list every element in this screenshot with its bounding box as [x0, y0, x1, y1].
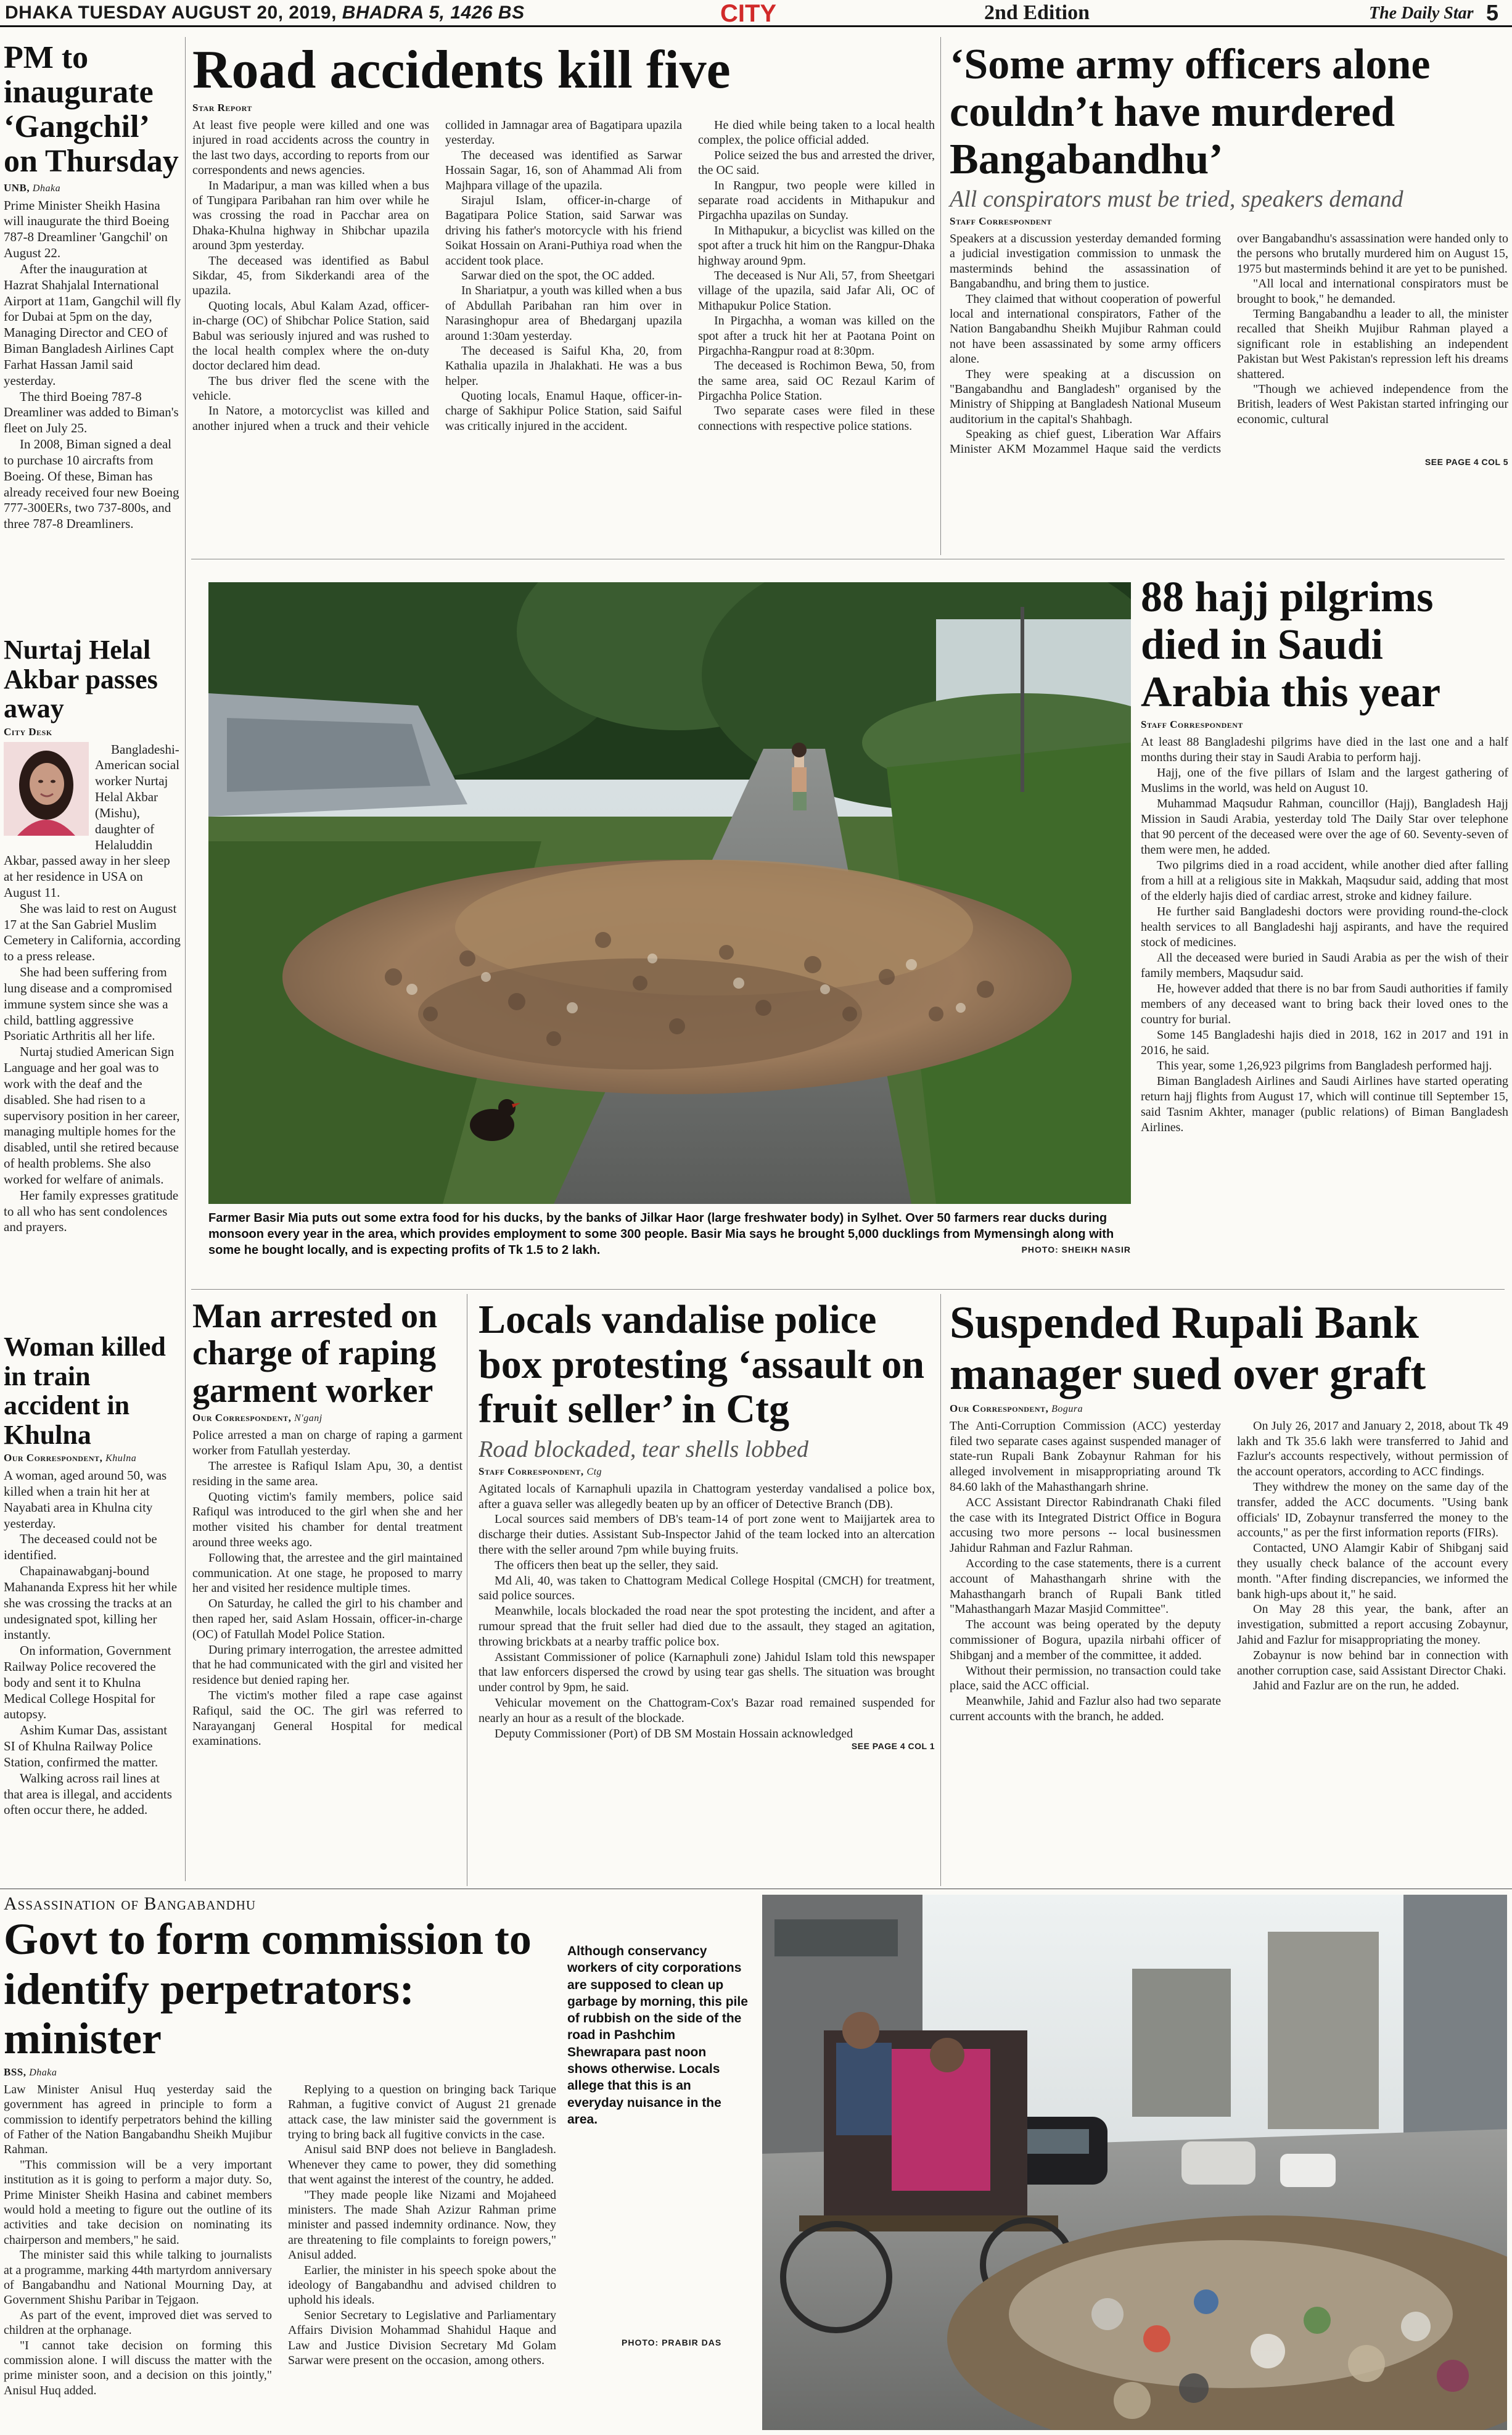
story-pm-gangchil — [4, 41, 181, 532]
story-road-accidents — [192, 41, 935, 434]
headline: ‘Some army officers alone couldn’t have murdered Bangabandhu’ — [950, 41, 1431, 183]
masthead — [0, 0, 1512, 27]
headline: Govt to form commission to identify perpetrators: minister — [4, 1914, 532, 2064]
story-body: A woman, aged around 50, was killed when a train hit her at Nayabati area in Khulna city yesterday. The deceased could not be identified. Chapainawabganj-bound Mahananda Express hit her while she was crossing the tracks at an undesignated spot, killing her instantly. On information, Government Railway Police recovered the body and sent it to Khulna Medical College Hospital for autopsy. Ashim Kumar Das, assistant SI of Khulna Railway Police Station, confirmed the matter. Walking across rail lines at that area is illegal, and accidents often occur there, he added. — [4, 1468, 178, 1818]
story-body: Agitated locals of Karnaphuli upazila in Chattogram yesterday vandalised a police box, after a guava seller was allegedly beaten up by an officer of Detective Branch (DB). Local sources said members of DB's team-14 of port zone went to Maijjartek area to discharge their duties. Assistant Sub-Inspector Jahid of the team locked into an altercation there with the seller around 7pm while buying fruits. The officers then beat up the seller, they said. Md Ali, 40, was taken to Chattogram Medical College Hospital (CMCH) for treatment, said police sources. Meanwhile, locals blockaded the road near the spot protesting the incident, and after a rumour spread that the fruit seller had died due to the assault, they staged an agitation, throwing brickbats at a nearby traffic police box. Assistant Commissioner of police (Karnaphuli zone) Jahidul Islam told this newspaper that law enforcers dispersed the crowd by using tear gas shells. The situation was brought under control by 9pm, he said. Vehicular movement on the Chattogram-Cox's Bazar road remained suspended for nearly an hour as a result of the blockade. Deputy Commissioner (Port) of DB SM Mostain Hossain acknowledged — [479, 1481, 935, 1741]
dateline: DHAKA TUESDAY AUGUST 20, 2019, BHADRA 5, 1426 BS — [5, 2, 525, 23]
byline: Staff Correspondent — [950, 215, 1052, 227]
photo-garbage-caption — [567, 1943, 750, 2128]
story-bangabandhu-conspirators — [950, 41, 1508, 467]
photo-ducks-caption — [208, 1210, 1131, 1255]
section-label: CITY — [720, 0, 777, 27]
headline: Nurtaj Helal Akbar passes away — [4, 635, 158, 724]
headline: 88 hajj pilgrims died in Saudi Arabia this year — [1141, 574, 1441, 716]
photo-credit: PHOTO: SHEIKH NASIR — [1021, 1245, 1131, 1255]
story-body: The Anti-Corruption Commission (ACC) yesterday filed two separate cases against suspended manager of state-run Rupali Bank Zobaynur Rahman for his alleged involvement in misappropriating around Tk 84.60 lakh of the Mahasthangarh shrine. ACC Assistant Director Rabindranath Chaki filed the case with its Integrated District Office in Bogura accusing two more persons -- local businessmen Jahidur Rahman and Fazlur Rahman. According to the case statements, there is a current account of Mahasthangarh shrine with the Mahasthangarh branch of Rupali Bank titled "Mahasthangarh Mazar Masjid Committee". The account was being operated by the deputy commissioner of Bogura, upazila nirbahi officer of Shibganj and a member of the committee, it added. Without their permission, no transaction could take place, said the ACC official. Meanwhile, Jahid and Fazlur also had two separate current accounts with the branch, he added. On July 26, 2017 and January 2, 2018, about Tk 49 lakh and Tk 35.6 lakh were transferred to Jahid and Fazlur's accounts respectively, without permission of the account operators, according to ACC findings. They withdrew the money on the same day of the transfer, added the ACC documents. "Using bank officials' ID, Zobaynur transferred the money to the accounts," as per the first information reports (FIRs). Contacted, UNO Alamgir Kabir of Shibganj said they usually check balance of the account every month. "After finding discrepancies, we informed the bank high-ups about it," he said. On May 28 this year, the bank, after an investigation, submitted a report accusing Zobaynur, Jahid and Fazlur for misappropriating the money. Zobaynur is now behind bar in connection with another corruption case, said Assistant Director Chaki. Jahid and Fazlur are on the run, he added. — [950, 1419, 1508, 1723]
story-body: Speakers at a discussion yesterday demanded forming a judicial investigation commission to unmask the masterminds behind the assassination of Bangabandhu, and bring them to justice. They claimed that without cooperation of powerful local and international conspirators, Father of the Nation Bangabandhu Sheikh Mujibur Rahman could not have been assassinated by some army officers alone. They were speaking at a discussion on "Bangabandhu and Bangladesh" organised by the Ministry of Shipping at Bangladesh National Museum auditorium in the capital's Shahbagh. Speaking as chief guest, Liberation War Affairs Minister AKM Mozammel Haque said the verdicts over Bangabandhu's assassination were handed only to the persons who brutally murdered him on August 15, 1975 but masterminds behind it are yet to be punished. "All local and international conspirators must be brought to book," he demanded. Terming Bangabandhu a leader to all, the minister recalled that Sheikh Mujibur Rahman played a significant role in establishing an independent Pakistan but West Pakistan's repression left his dreams shattered. "Though we achieved independence from the British, leaders of West Pakistan started infringing our economic, cultural — [950, 232, 1508, 456]
byline: BSS, Dhaka — [4, 2066, 57, 2078]
story-govt-commission — [4, 1893, 556, 2398]
byline: Star Report — [192, 102, 252, 114]
story-body: Law Minister Anisul Huq yesterday said the government has agreed in principle to form a commission to identify perpetrators behind the killing of Father of the Nation Bangabandhu Sheikh Mujibur Rahman. "This commission will be a very important institution as it is going to perform a major duty. So, Prime Minister Sheikh Hasina and cabinet members would hold a meeting to figure out the outline of its activities and take decision on nominating its chairperson and members," he said. The minister said this while talking to journalists at a programme, marking 44th martyrdom anniversary of Bangabandhu and National Mourning Day, at Government Shishu Paribar in Tejgaon. As part of the event, improved diet was served to children at the orphanage. "I cannot take decision on forming this commission alone. I will discuss the matter with the prime minister soon, and a decision on this jointly," Anisul Huq added. Replying to a question on bringing back Tarique Rahman, a fugitive convict of August 21 grenade attack case, the law minister said the government is trying to bring back all fugitive convicts in the case. Anisul said BNP does not believe in Bangladesh. Whenever they came to power, they did something that went against the interest of the country, he added. "They made people like Nizami and Mojaheed ministers. The made Shah Azizur Rahman prime minister and passed indemnity ordinance. Now, they are threatening to file complaints to foreign powers," Anisul added. Earlier, the minister in his speech spoke about the ideology of Bangabandhu and advised children to uphold his ideals. Senior Secretary to Legislative and Parliamentary Affairs Division Mohammad Shahidul Haque and Law and Justice Division Secretary Md Golam Sarwar were present on the occasion, among others. — [4, 2082, 556, 2397]
story-khulna-train — [4, 1332, 181, 1818]
byline: Our Correspondent, N'ganj — [192, 1412, 323, 1424]
photo-garbage — [762, 1895, 1507, 2430]
brand-logo: The Daily Star — [1369, 4, 1474, 23]
photo-ducks — [208, 582, 1131, 1204]
byline: Staff Correspondent, Ctg — [479, 1465, 602, 1477]
section-rule — [191, 1289, 1505, 1290]
story-body: Prime Minister Sheikh Hasina will inaugurate the third Boeing 787-8 Dreamliner 'Gangchil' on August 22. After the inauguration at Hazrat Shahjalal International Airport at 11am, Gangchil will fly for Dubai at 5pm on the day, Managing Director and CEO of Biman Bangladesh Airlines Capt Farhat Hassan Jamil said yesterday. The third Boeing 787-8 Dreamliner was added to Biman's fleet on July 25. In 2008, Biman signed a deal to purchase 10 aircrafts from Boeing. Of these, Biman has already received four new Boeing 777-300ERs, two 737-800s, and three 787-8 Dreamliners. — [4, 197, 181, 532]
byline: UNB, Dhaka — [4, 181, 61, 194]
jump-line: SEE PAGE 4 COL 1 — [851, 1741, 935, 1752]
column-rule — [185, 37, 186, 1881]
portrait-photo — [4, 742, 89, 836]
byline: Our Correspondent, Bogura — [950, 1402, 1083, 1414]
bengali-date: BHADRA 5, 1426 BS — [342, 2, 525, 23]
byline: Our Correspondent, Khulna — [4, 1452, 137, 1464]
story-hajj-pilgrims — [1141, 574, 1508, 1135]
deck: All conspirators must be tried, speakers demand — [950, 186, 1403, 212]
photo-credit: PHOTO: PRABIR DAS — [622, 2338, 722, 2347]
jump-line: SEE PAGE 4 COL 5 — [1424, 456, 1508, 467]
story-body: Bangladeshi-American social worker Nurtaj Helal Akbar (Mishu), daughter of Helaluddin Akbar, passed away in her sleep at her residence in USA on August 11. She was laid to rest on August 17 at the San Gabriel Muslim Cemetery in California, according to a press release. She had been suffering from lung disease and a compromised immune system since she was a child, battling aggressive Psoriatic Arthritis all her life. Nurtaj studied American Sign Language and her goal was to work with the deaf and the disabled. She had risen to a supervisory position in her career, managing multiple homes for the disabled, until she retired because of health problems. She also worked for welfare of animals. Her family expresses gratitude to all who has sent condolences and prayers. — [4, 741, 181, 1235]
story-nurtaj-obituary — [4, 635, 181, 1235]
story-rupali-bank — [950, 1298, 1508, 1724]
headline: Road accidents kill five — [192, 40, 731, 100]
story-garment-worker-arrest — [192, 1298, 462, 1749]
headline: Suspended Rupali Bank manager sued over graft — [950, 1298, 1426, 1399]
deck: Road blockaded, tear shells lobbed — [479, 1436, 809, 1462]
headline: PM to inaugurate ‘Gangchil’ on Thursday — [4, 40, 179, 179]
headline: Man arrested on charge of raping garment worker — [192, 1297, 438, 1410]
story-body: At least 88 Bangladeshi pilgrims have died in the last one and a half months during their stay in Saudi Arabia to perform hajj. Hajj, one of the five pillars of Islam and the largest gathering of Muslims in the world, was held on August 10. Muhammad Maqsudur Rahman, councillor (Hajj), Bangladesh Hajj Mission in Saudi Arabia, yesterday told The Daily Star over telephone that 90 percent of the deceased were over the age of 60. Seventy-seven of them were men, he added. Two pilgrims died in a road accident, while another died after falling from a hill at a religious site in Makkah, Maqsudur said, adding that most of the elderly hajis died of cardiac arrest, stroke and kidney failure. He further said Bangladeshi doctors were providing round-the-clock health services to all Bangladeshi hajj aspirants, and have the required stock of medicines. All the deceased were buried in Saudi Arabia as per the wish of their family members, Maqsudur said. He, however added that there is no bar from Saudi authorities if family members of any deceased want to bring back their loved ones to the country for burial. Some 145 Bangladeshi hajis died in 2018, 162 in 2017 and 191 in 2016, he said. This year, some 1,26,923 pilgrims from Bangladesh performed hajj. Biman Bangladesh Airlines and Saudi Airlines have started operating return hajj flights from August 17, which will continue till September 15, said Tasnim Akhter, manager (public relations) of Biman Bangladesh Airlines. — [1141, 735, 1508, 1134]
page-number: 5 — [1486, 0, 1499, 25]
byline: Staff Correspondent — [1141, 719, 1243, 730]
edition-label: 2nd Edition — [984, 1, 1090, 24]
headline: Woman killed in train accident in Khulna — [4, 1332, 166, 1450]
caption-text: Farmer Basir Mia puts out some extra food for his ducks, by the banks of Jilkar Haor (large freshwater body) in Sylhet. Over 50 farmers rear ducks during monsoon every year in the area, which provides employment to some 300 people. Basir Mia says he brought 5,000 ducklings from Mymensingh along with some he bought locally, and is expecting profits of Tk 1.5 to 2 lakh. — [208, 1211, 1114, 1257]
byline: City Desk — [4, 725, 52, 738]
story-body: At least five people were killed and one was injured in road accidents across the country in the last two days, according to reports from our correspondents and news agencies. In Madaripur, a man was killed when a bus of Tungipara Paribahan ran him over while he was crossing the road in Pacchar area on Dhaka-Khulna highway in Shibchar upazila around 3pm yesterday. The deceased was identified as Babul Sikdar, 45, from Sikderkandi area of the upazila. Quoting locals, Abul Kalam Azad, officer-in-charge (OC) of Shibchar Police Station, said Babul was seriously injured and was rushed to the local health complex where the on-duty doctor declared him dead. The bus driver fled the scene with the vehicle. In Natore, a motorcyclist was killed and another injured when a truck and their vehicle collided in Jamnagar area of Bagatipara upazila yesterday. The deceased was identified as Sarwar Hossain Sagar, 16, son of Ahammad Ali from Majhpara village of the upazila. Sirajul Islam, officer-in-charge of Bagatipara Police Station, said Sarwar was driving his father's motorcycle with his friend Soikat Hossain on Arani-Puthiya road when the accident took place. Sarwar died on the spot, the OC added. In Shariatpur, a youth was killed when a bus of Abdullah Paribahan ran him over in Narasinghopur area of Bhedarganj upazila around 1:30am yesterday. The deceased is Saiful Kha, 20, from Kathalia upazila in Jhalakhati. He was a bus helper. Quoting locals, Enamul Haque, officer-in-charge of Sakhipur Police Station, said Saiful was critically injured in the accident. He died while being taken to a local health complex, the police official added. Police seized the bus and arrested the driver, the OC said. In Rangpur, two people were killed in separate road accidents in Mithapukur and Pirgachha upazilas on Sunday. In Mithapukur, a bicyclist was killed on the spot after a truck hit him on the Rangpur-Dhaka highway around 9pm. The deceased is Nur Ali, 57, from Sheetgari village of the upazila, said Jafar Ali, OC of Mithapukur Police Station. In Pirgachha, a woman was killed on the spot after a truck hit her at Paotana Point on Pirgachha-Rangpur road at 8:30pm. The deceased is Rochimon Bewa, 50, from the same area, said OC Rezaul Karim of Pirgachha Police Station. Two separate cases were filed in these connections with respective police stations. — [192, 118, 935, 433]
caption-text: Although conservancy workers of city corporations are supposed to clean up garbage by morning, this pile of rubbish on the side of the road in Pashchim Shewrapara past noon shows otherwise. Locals allege that this is an everyday nuisance in the area. — [567, 1944, 748, 2127]
story-body: Police arrested a man on charge of raping a garment worker from Fatullah yesterday. The arrestee is Rafiqul Islam Apu, 30, a dentist residing in the same area. Quoting victim's family members, police said Rafiqul was introduced to the girl when she and her mother visited his chamber for dental treatment around three weeks ago. Following that, the arrestee and the girl maintained communication. At one stage, he proposed to marry her and visited her residence multiple times. On Saturday, he called the girl to his chamber and then raped her, said Aslam Hossain, officer-in-charge (OC) of Fatullah Model Police Station. During primary interrogation, the arrestee admitted that he had communicated with the girl and visited her residence but denied raping her. The victim's mother filed a rape case against Rafiqul, said the OC. The girl was referred to Narayanganj General Hospital for medical examinations. — [192, 1428, 462, 1749]
story-ctg-police-box — [479, 1298, 935, 1751]
headline: Locals vandalise police box protesting ‘assault on fruit seller’ in Ctg — [479, 1297, 925, 1432]
kicker: Assassination of Bangabandhu — [4, 1893, 257, 1914]
column-rule — [940, 37, 941, 555]
column-rule — [940, 1294, 941, 1886]
